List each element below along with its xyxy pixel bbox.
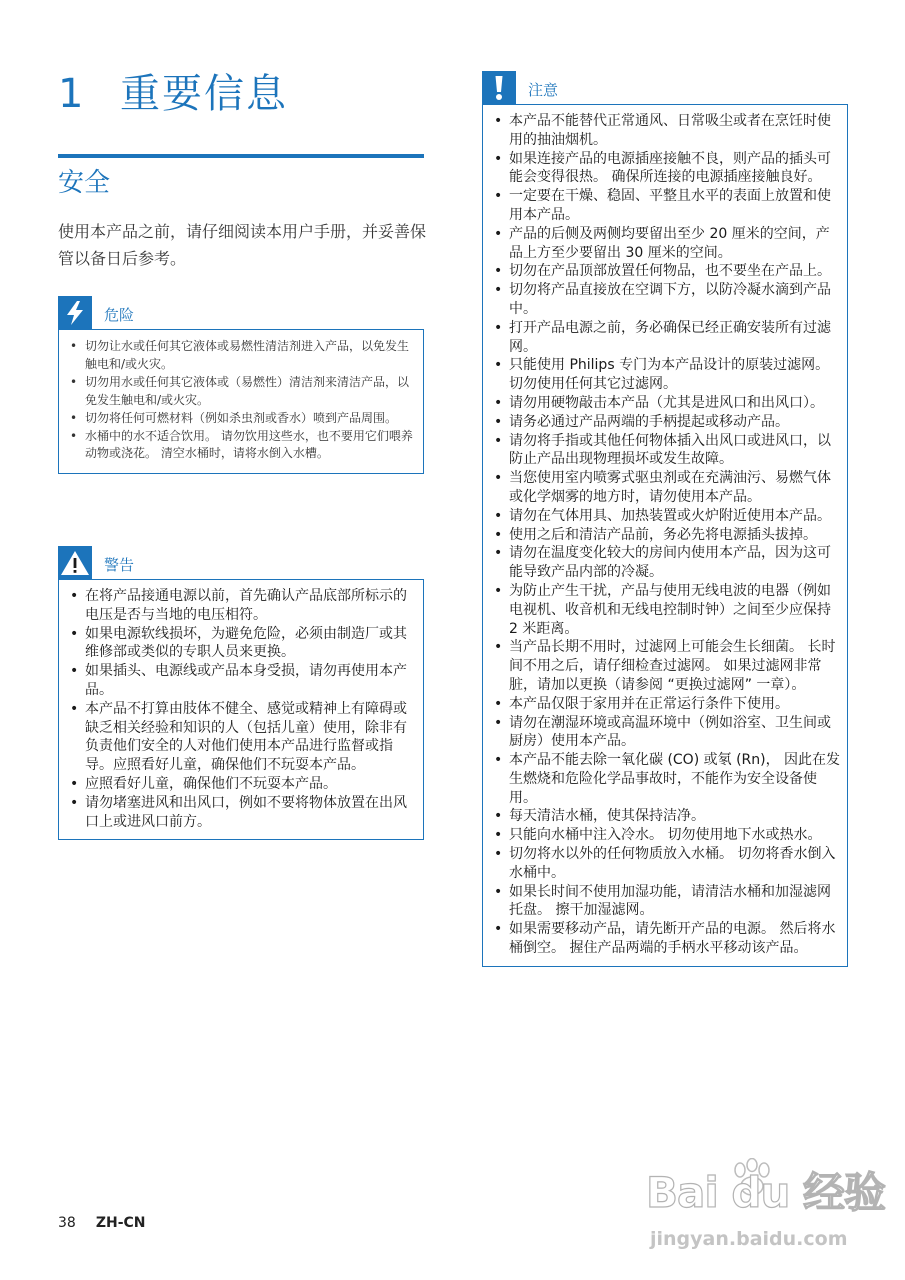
list-item: • 在将产品接通电源以前，首先确认产品底部所标示的电压是否与当地的电压相符。 (63, 587, 417, 625)
list-item: • 请务必通过产品两端的手柄提起或移动产品。 (487, 413, 841, 432)
language-code: ZH-CN (95, 1215, 146, 1231)
danger-header (58, 296, 424, 330)
list-item: • 一定要在干燥、稳固、平整且水平的表面上放置和使用本产品。 (487, 187, 841, 225)
page-number: 38 (58, 1215, 76, 1231)
caution-header (482, 71, 848, 105)
list-item: • 产品的后侧及两侧均要留出至少 20 厘米的空间，产品上方至少要留出 30 厘米的空间。 (487, 225, 841, 263)
warning-notice (58, 546, 424, 840)
baidu-jingyan-watermark (640, 1150, 885, 1268)
list-item: • 如果电源软线损坏，为避免危险，必须由制造厂或其维修部或类似的专职人员来更换。 (63, 625, 417, 663)
intro-paragraph: 使用本产品之前，请仔细阅读本用户手册，并妥善保管以备日后参考。 (58, 222, 427, 268)
list-item: • 打开产品电源之前，务必确保已经正确安装所有过滤网。 (487, 319, 841, 357)
page-footer (58, 1215, 146, 1231)
list-item: • 切勿用水或任何其它液体或（易燃性）清洁剂来清洁产品，以免发生触电和/或火灾。 (63, 374, 417, 410)
danger-notice (58, 296, 424, 474)
list-item: • 每天清洁水桶，使其保持洁净。 (487, 807, 841, 826)
danger-label: 危险 (104, 306, 135, 324)
list-item: • 只能向水桶中注入冷水。 切勿使用地下水或热水。 (487, 826, 841, 845)
list-item: • 请勿堵塞进风和出风口，例如不要将物体放置在出风口上或进风口前方。 (63, 794, 417, 832)
lightning-icon (58, 296, 92, 330)
warning-label: 警告 (104, 556, 135, 574)
danger-box (58, 329, 424, 474)
chapter-title (58, 62, 288, 119)
list-item: • 只能使用 Philips 专门为本产品设计的原装过滤网。 切勿使用任何其它过滤网。 (487, 356, 841, 394)
warning-header (58, 546, 424, 580)
list-item: • 请勿在气体用具、加热装置或火炉附近使用本产品。 (487, 507, 841, 526)
list-item: • 应照看好儿童，确保他们不玩耍本产品。 (63, 775, 417, 794)
list-item: • 如果长时间不使用加湿功能，请清洁水桶和加湿滤网托盘。 擦干加湿滤网。 (487, 883, 841, 921)
list-item: • 请勿将手指或其他任何物体插入出风口或进风口，以防止产品出现物理损坏或发生故障。 (487, 432, 841, 470)
danger-list (63, 338, 417, 463)
watermark-url: jingyan.baidu.com (650, 1228, 848, 1250)
warning-triangle-icon (58, 546, 92, 580)
exclamation-icon (482, 71, 516, 105)
list-item: • 本产品不能替代正常通风、日常吸尘或者在烹饪时使用的抽油烟机。 (487, 112, 841, 150)
list-item: • 切勿让水或任何其它液体或易燃性清洁剂进入产品，以免发生触电和/或火灾。 (63, 338, 417, 374)
list-item: • 水桶中的水不适合饮用。 请勿饮用这些水，也不要用它们喂养动物或浇花。 清空水桶时，请将水倒入水槽。 (63, 428, 417, 464)
list-item: • 使用之后和清洁产品前，务必先将电源插头拔掉。 (487, 526, 841, 545)
section-divider (58, 154, 424, 158)
list-item: • 本产品不打算由肢体不健全、感觉或精神上有障碍或缺乏相关经验和知识的人（包括儿童）使用，除非有负责他们安全的人对他们使用本产品进行监督或指导。应照看好儿童，确保他们不玩耍本产品。 (63, 700, 417, 775)
warning-box (58, 579, 424, 840)
caution-notice (482, 71, 848, 967)
section-title: 安全 (58, 168, 111, 198)
list-item: • 请勿用硬物敲击本产品（尤其是进风口和出风口）。 (487, 394, 841, 413)
list-item: • 切勿将任何可燃材料（例如杀虫剂或香水）喷到产品周围。 (63, 410, 417, 428)
caution-label: 注意 (528, 81, 559, 99)
list-item: • 切勿将产品直接放在空调下方，以防冷凝水滴到产品中。 (487, 281, 841, 319)
list-item: • 当产品长期不用时，过滤网上可能会生长细菌。 长时间不用之后，请仔细检查过滤网。 如果过滤网非常脏，请加以更换（请参阅 “更换过滤网” 一章）。 (487, 638, 841, 694)
watermark-logo: Bai du 经验 (646, 1168, 885, 1217)
caution-box (482, 104, 848, 967)
list-item: • 本产品仅限于家用并在正常运行条件下使用。 (487, 695, 841, 714)
list-item: • 本产品不能去除一氧化碳 (CO) 或氡 (Rn)， 因此在发生燃烧和危险化学品事故时，不能作为安全设备使用。 (487, 751, 841, 807)
list-item: • 切勿在产品顶部放置任何物品，也不要坐在产品上。 (487, 262, 841, 281)
list-item: • 当您使用室内喷雾式驱虫剂或在充满油污、易燃气体或化学烟雾的地方时，请勿使用本产品。 (487, 469, 841, 507)
chapter-number: 1 (58, 71, 86, 117)
caution-list (487, 112, 841, 958)
list-item: • 为防止产生干扰，产品与使用无线电波的电器（例如电视机、收音机和无线电控制时钟）之间至少应保持 2 米距离。 (487, 582, 841, 638)
list-item: • 切勿将水以外的任何物质放入水桶。 切勿将香水倒入水桶中。 (487, 845, 841, 883)
list-item: • 如果插头、电源线或产品本身受损，请勿再使用本产品。 (63, 662, 417, 700)
warning-list (63, 587, 417, 831)
chapter-title-text: 重要信息 (120, 71, 288, 117)
list-item: • 如果需要移动产品，请先断开产品的电源。 然后将水桶倒空。 握住产品两端的手柄水平移动该产品。 (487, 920, 841, 958)
list-item: • 如果连接产品的电源插座接触不良，则产品的插头可能会变得很热。 确保所连接的电源插座接触良好。 (487, 150, 841, 188)
list-item: • 请勿在温度变化较大的房间内使用本产品，因为这可能导致产品内部的冷凝。 (487, 544, 841, 582)
list-item: • 请勿在潮湿环境或高温环境中（例如浴室、卫生间或厨房）使用本产品。 (487, 714, 841, 752)
